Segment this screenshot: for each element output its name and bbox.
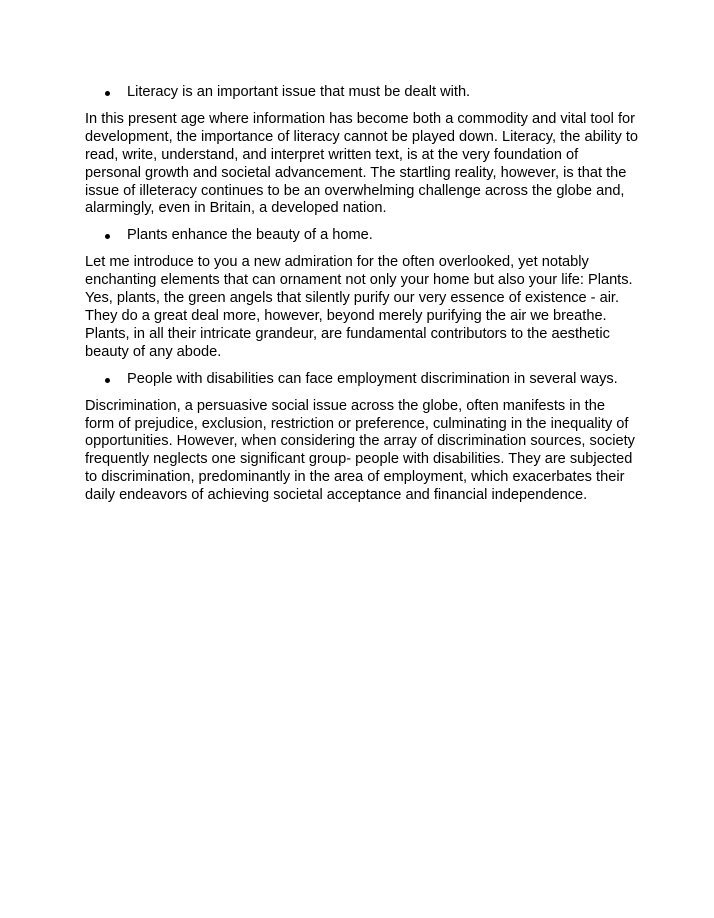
bullet-text: Literacy is an important issue that must be dealt with. (127, 84, 471, 100)
bullet-icon (105, 378, 110, 383)
paragraph-discrimination: Discrimination, a persuasive social issue across the globe, often manifests in the form of prejudice, exclusion, restriction or preference, culminating in the inequality of opportunities. However, when considering the array of discrimination sources, society frequently neglects one significant group- people with disabilities. They are subjected to discrimination, predominantly in the area of employment, which exacerbates their daily endeavors of achieving societal acceptance and financial independence. (85, 397, 635, 504)
paragraph-plants: Let me introduce to you a new admiration for the often overlooked, yet notably enchanting elements that can ornament not only your home but also your life: Plants. Yes, plants, the green angels that silently purify our very essence of existence - air. They do a great deal more, however, beyond merely purifying the air we breathe. Plants, in all their intricate grandeur, are fundamental contributors to the aesthetic beauty of any abode. (85, 254, 633, 360)
bullet-icon (105, 234, 110, 239)
bullet-icon (105, 91, 110, 96)
bullet-item-literacy (85, 84, 638, 102)
bullet-text: People with disabilities can face employment discrimination in several ways. (127, 370, 618, 387)
bullet-item-plants (85, 227, 638, 245)
bullet-text: Plants enhance the beauty of a home. (127, 227, 373, 244)
paragraph-literacy: In this present age where information has become both a commodity and vital tool for development, the importance of literacy cannot be played down. Literacy, the ability to read, write, understand, and interpret written text, is at the very foundation of personal growth and societal advancement. The startling reality, however, is that the issue of illeteracy continues to be an overwhelming challenge across the globe and, alarmingly, even in Britain, a developed nation. (85, 110, 638, 217)
bullet-item-discrimination (85, 371, 638, 389)
